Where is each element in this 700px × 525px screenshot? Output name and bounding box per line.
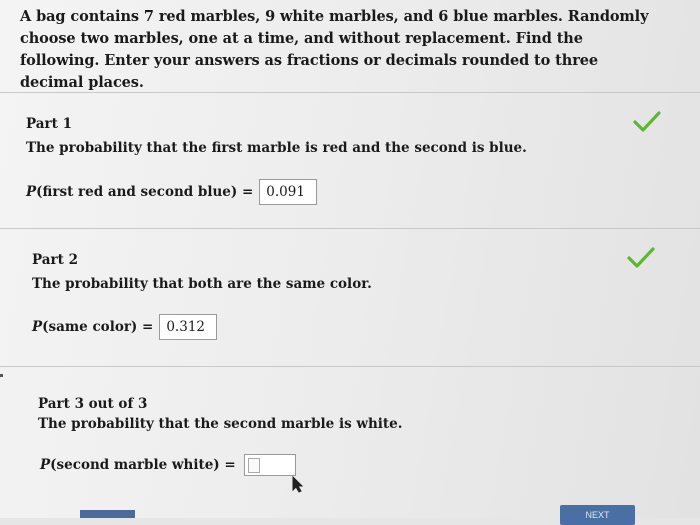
part-1-title: Part 1 [26, 116, 72, 132]
part-2-answer-label: (same color) = [42, 319, 154, 335]
question-text: A bag contains 7 red marbles, 9 white marbles, and 6 blue marbles. Randomly choose two marbles, one at a time, and without replacement. Find the following. Enter your answers as fractions or decimals rounded to three decimal places. [20, 8, 649, 91]
divider [0, 228, 700, 229]
part-2-answer-row [32, 314, 217, 340]
part-1-prompt: The probability that the first marble is red and the second is blue. [26, 140, 527, 156]
part-2-answer-field[interactable]: 0.312 [159, 314, 217, 340]
part-2-correct-check-icon [626, 246, 656, 270]
part-3-answer-row [40, 454, 296, 476]
part-1-answer-label: (first red and second blue) = [36, 184, 254, 200]
part-2-prompt: The probability that both are the same color. [32, 276, 372, 292]
probability-symbol: P [32, 319, 43, 335]
part-3-title: Part 3 out of 3 [38, 396, 148, 412]
divider [0, 92, 700, 93]
part-2-title: Part 2 [32, 252, 78, 268]
part-3-answer-input[interactable] [244, 454, 296, 476]
mouse-pointer-icon [291, 475, 305, 493]
part-1-answer-row [26, 179, 317, 205]
bottom-button[interactable] [80, 510, 135, 518]
probability-symbol: P [26, 184, 37, 200]
next-button[interactable]: NEXT [560, 505, 635, 525]
divider [0, 366, 700, 367]
part-1-answer-field[interactable]: 0.091 [259, 179, 317, 205]
part-3-answer-label: (second marble white) = [50, 457, 236, 473]
part-1-correct-check-icon [632, 110, 662, 134]
section-marker [0, 374, 3, 377]
part-3-prompt: The probability that the second marble is white. [38, 416, 403, 432]
input-placeholder-box [248, 458, 260, 473]
probability-symbol: P [40, 457, 51, 473]
